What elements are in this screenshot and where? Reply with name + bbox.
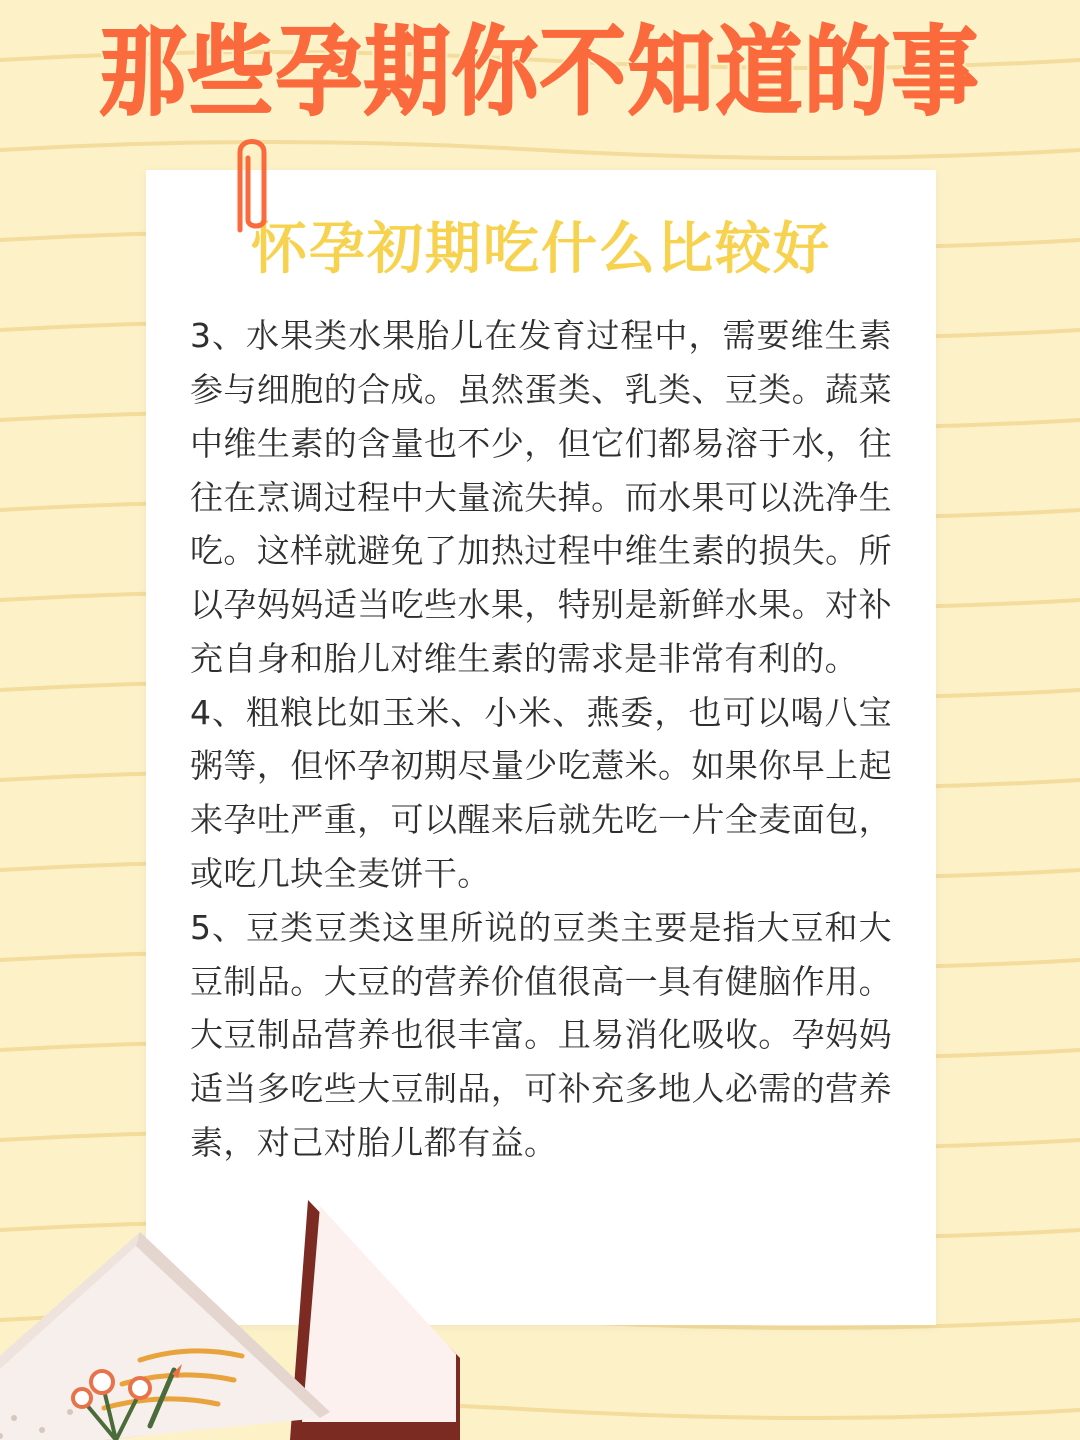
main-title-text: 那些孕期你不知道的事 [100, 16, 980, 129]
card-title: 怀孕初期吃什么比较好 [251, 217, 831, 282]
flower-icon [46, 1330, 186, 1440]
paragraph-5: 5、豆类豆类这里所说的豆类主要是指大豆和大豆制品。大豆的营养价值很高一具有健脑作用。大豆制品营养也很丰富。且易消化吸收。孕妈妈适当多吃些大豆制品，可补充多地人必需的营养素，对己对胎儿都有益。 [190, 907, 892, 1162]
paperclip-icon [222, 128, 282, 238]
paragraph-4: 4、粗粮比如玉米、小米、燕委，也可以喝八宝粥等，但怀孕初期尽量少吃薏米。如果你早上起来孕吐严重，可以醒来后就先吃一片全麦面包，或吃几块全麦饼干。 [190, 692, 892, 893]
card-body [146, 283, 936, 1170]
content-card [146, 170, 936, 1325]
page-title [0, 16, 1080, 129]
paragraph-3: 3、水果类水果胎儿在发育过程中，需要维生素参与细胞的合成。虽然蛋类、乳类、豆类。蔬菜中维生素的含量也不少，但它们都易溶于水，往往在烹调过程中大量流失掉。而水果可以洗净生吃。这样就避免了加热过程中维生素的损失。所以孕妈妈适当吃些水果，特别是新鲜水果。对补充自身和胎儿对维生素的需求是非常有利的。 [190, 316, 892, 678]
